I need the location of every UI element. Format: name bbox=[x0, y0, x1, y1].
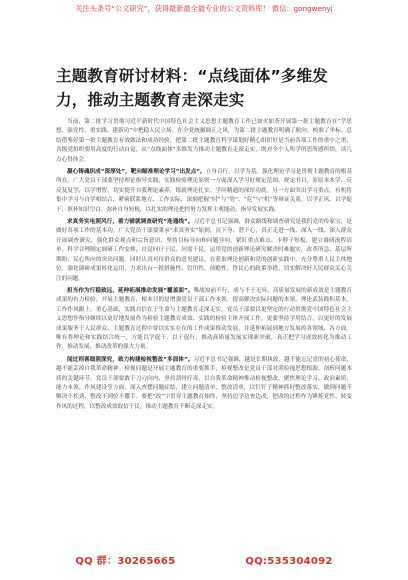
paragraph-intro bbox=[56, 118, 352, 165]
section-heading: 求真务实电照风行，着力铺就调查研究“连通线”。 bbox=[67, 219, 194, 226]
paragraph-text: 当前，第二批学习贯彻习近平新时代中国特色社会主义思想主题教育工作已如火如荼开展第一批主题教育在“学思想、强党性、重实践、建新功”中把稳人民立场。在全党统摄调正之风，为第二批主题教育明确了航向、校准了坐标。总结借鉴好第一批主题教育有效做法和成功经验，把第二批主题教育科学谋划好精心组织好是当前各项工作的重中之重，各级党组织要用高度的行动自觉，从“点线面体”多维发力推动主题教育走深走实，既对全个人所学所思所感所悟，谈几点心得体会。 bbox=[56, 119, 352, 163]
qq-group-text: QQ 群：30265665 bbox=[75, 556, 176, 567]
section-heading: 担当作为行稳致远，延伸拓展推动发展“覆盖面”。 bbox=[67, 287, 194, 294]
paragraph-text: 立身百行，以学为基。强化理论学习是贯彻主题教育的根基所在。广大党员干部要坚持理论指导实践，实践检验理论原则一方面深入学习好规定范围、规定书目，原原本本学、反反复复学，以学增智，切实提升自我理论素养，练就理论扎实、学问精通的深厚功底。另一方面突出学习重点，有机将集中学习与自学相结合，紧密联系地方、工作实际，深刻把握“时”与“势”、“危”与“机”等辩证关系，以学正风、以学促干，填补知识空白、弥补自身短板，以扎实的理论把控努力发挥主观能动，指导发展实践。 bbox=[56, 169, 352, 213]
paragraph-text: 习近平总书记强调，越是长期执政，越不能忘记党的初心使命，越不能丢掉自我革命精神。检视问题是开展主题教育的重要抓手，检视整改是党员干部对照检视思想根源、剖析问题本质的关键环节。党员干部要敢于刀刃向内、坚持刮骨疗毒，以自我革命精神推动检视整改，聚焦理论学习、政治素质、能力本领、作风建设等方面，深入查摆问题症结，建立问题清单、整改清单，以钉钉子精神抓好整改落实，做到问题不解决不松劲、整改不到位不撒手。要把“改”字贯穿主题教育始终，坚持边学边查边改，把改的过程作为锤炼党性、转变作风的过程，以整改成效取信于民，推动主题教育不断走深走实。 bbox=[56, 356, 352, 410]
paragraph-section bbox=[56, 218, 352, 284]
promo-banner: 关注头条号“公文研究”，获得最新最全最专业的公文资料库！ 微信：gongwenyj bbox=[75, 4, 333, 13]
document-title: 主题教育研讨材料：“点线面体”多维发力，推动主题教育走深走实 bbox=[56, 67, 328, 109]
section-heading: 闻过则喜细照深究，致力构建检视整改“多面体”。 bbox=[67, 356, 194, 363]
paragraph-text: 习近平总书记强调，群众路线和调查研究是我们党的传家宝，是做好各项工作的基本功。广大党员干部要秉承“求真务实”原则，沉下身、潜下心，真正走进一线、深入一线、深入群众开展调查研究，强化群众观点和宗旨意识，坚持目标导向和问题导向，紧盯重点难点、卡脖子短板，建立调研流程清单、科学合理制定调研工作安排，自觉问计于民、问需于民，运用党的创新理论研究解决时难题实，改革所急、基层所期盼、民心所向的突出问题。同时认真对待群众的意见建议，在获取理论创新和党的创新实践中，充分尊重人民主体地位，强化调研成果转化运用，力求出台一批措施性、管用性、前瞻性、得民心的政策举措，切实解决好人民群众关心关注的问题。 bbox=[56, 219, 352, 282]
paragraph-section bbox=[56, 168, 352, 215]
contact-footer bbox=[0, 552, 408, 567]
paragraph-section bbox=[56, 356, 352, 412]
paragraph-section bbox=[56, 287, 352, 353]
qq-number-text: QQ:535304092 bbox=[245, 556, 333, 567]
section-heading: 凝心铸魂织成“深厚处”，靶向瞄准理论学习“出发点”。 bbox=[67, 169, 206, 176]
paragraph-text: 唯战知前不行，成与不于无异。高质量发展的新成效是主题教育成果的有力检验，开展主题教育，根本目的是增强党员干部工作本领，提高解决实际问题的本领，理论武装践积基本，工作作风跟上，重心基础，实践自信在于生命与主题教育走深走实，党员干部要以更坚定的行动贯彻党中国特色社会主义思想作指导继续以更好地发展作为检验主题教育成效、实践的检验主体开展工作，更要坚持学用结合，以更好的发展成果服务于人民群众。主题教育过程中要以实实在在的工作成果推动发展，并延伸拓展到地方发展的各领域、各方面。唯有将理论和实践结合统一，方能以学促干、以干促行，推动高质量发展实现新突破，真正把学习成效转化为推动工作、推动发展、推动改革的强大力量。 bbox=[56, 287, 352, 351]
document-page bbox=[56, 64, 352, 415]
